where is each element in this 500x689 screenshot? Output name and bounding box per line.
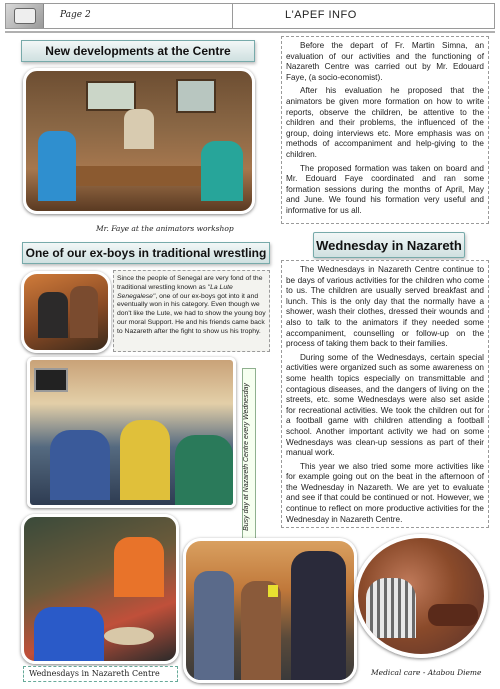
- photo-medical-care: [354, 534, 488, 658]
- header-rule: [5, 31, 495, 33]
- paragraph: During some of the Wednesdays, certain special activities were organized such as some awareness on some health topics especially on transmittable and contagious diseases, and the dangers of living on the streets, etc. some Wednesdays were also set aside for recreational activities. We took the children out for a football game with children attending a football school. Another important activity we had on some Wednesdays was clean-up sessions as part of their manual work.: [286, 352, 484, 458]
- publication-title: L'APEF INFO: [285, 9, 357, 21]
- photo-animators-workshop: [23, 68, 255, 214]
- paragraph: After his evaluation he proposed that the animators be given more formation on how to write reports, observe the children, be attentive to the children and their problems, the influenced of the group, doing interviews etc. More emphasis was on methods of accompaniment and help-giving to the children.: [286, 86, 484, 159]
- paragraph: This year we also tried some more activities like for example going out on the beat in the afternoon of the Wednesday in Nazareth. We are yet to evaluate and see if that could be continued or not. However, we continue to reflect on more productive activities for the Wednesday in Nazareth Centre.: [286, 461, 484, 524]
- photo-wrestler-trophy: [21, 271, 111, 353]
- article-wrestling: [117, 275, 267, 337]
- section-title-wednesday: Wednesday in Nazareth: [313, 232, 465, 258]
- paragraph: Since the people of Senegal are very fond of the traditional wrestling known as "La Lute Senegalese", one of our ex-boys got into it and eventually won in his category. Even though we don't like the Lute, we had to show the young boy our moral Support. He and his friends came back to Nazareth after the fight to show us his trophy.: [117, 275, 266, 335]
- article-new-developments: [286, 41, 484, 220]
- caption-wednesdays: Wednesdays in Nazareth Centre: [29, 669, 160, 678]
- header-divider: [232, 3, 233, 29]
- vertical-caption: Busy day at Nazareth Centre every Wednesday: [243, 383, 250, 531]
- paragraph: Before the depart of Fr. Martin Simna, an evaluation of our activities and the functioning of Nazareth Centre was carried out by Mr. Edouard Faye, (a socio-economist).: [286, 41, 484, 82]
- photo-children-group: [183, 538, 357, 683]
- section-title-new-developments: New developments at the Centre: [21, 40, 255, 62]
- section-title-wrestling: One of our ex-boys in traditional wrestling: [22, 242, 270, 264]
- paragraph: The proposed formation was taken on board and Mr. Edouard Faye coordinated and ran some formation sessions during the months of April, May and June. We found his formation very useful and informative for us all.: [286, 163, 484, 215]
- page-number: Page 2: [60, 10, 91, 20]
- apef-logo-icon: [6, 4, 44, 28]
- article-wednesday: [286, 265, 484, 528]
- caption-medical-care: Medical care - Atabou Dieme: [371, 668, 482, 677]
- photo-caption-workshop: Mr. Faye at the animators workshop: [96, 224, 234, 233]
- photo-busy-wednesday: [27, 357, 236, 508]
- photo-wednesdays-meal: [21, 514, 179, 664]
- paragraph: The Wednesdays in Nazareth Centre continue to be days of various activities for the children who come to us. The children are usually served breakfast and lunch. This is the only day that the normally have a shower, wash their clothes, dressed their wounds and also to talk to the animators if they needed some accompaniment, counselling or follow-up on the process of taking them back to their families.: [286, 265, 484, 349]
